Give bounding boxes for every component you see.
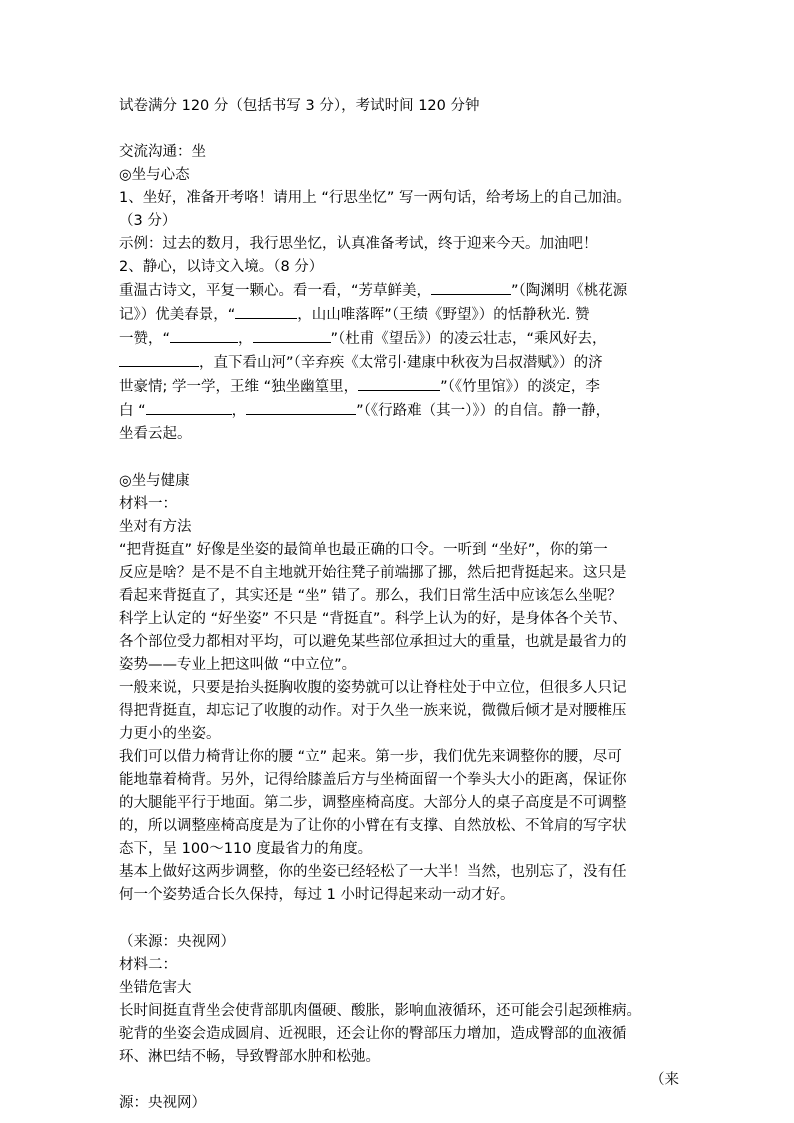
paragraph-line: 的，所以调整座椅高度是为了让你的小臂在有支撑、自然放松、不耸肩的写字状: [119, 818, 627, 834]
material-2-title: 坐错危害大: [119, 980, 192, 996]
paragraph-line: 环、淋巴结不畅，导致臀部水肿和松弛。: [119, 1049, 380, 1065]
answer-blank[interactable]: [170, 327, 238, 343]
paragraph-line: 的大腿能平行于地面。第二步，调整座椅高度。大部分人的桌子高度是不可调整: [119, 795, 627, 811]
material-1-label: 材料一：: [119, 496, 177, 512]
paragraph-line: 长时间挺直背坐会使背部肌肉僵硬、酸胀，影响血液循环，还可能会引起颈椎病。: [119, 1003, 641, 1019]
answer-blank[interactable]: [119, 351, 199, 367]
material-2-source-part1: （来: [650, 1072, 679, 1088]
answer-blank[interactable]: [358, 375, 440, 391]
answer-blank[interactable]: [253, 327, 331, 343]
question-2-line: 世豪情; 学一学，王维 “独坐幽篁里， ”（《竹里馆》）的淡定，李: [119, 375, 679, 399]
material-2-body: [119, 1000, 679, 1069]
material-1-title: 坐对有方法: [119, 519, 192, 535]
answer-blank[interactable]: [431, 279, 511, 295]
paragraph-line: 各个部位受力都相对平均，可以避免某些部位承担过大的重量，也就是最省力的: [119, 634, 627, 650]
paragraph-line: 看起来背挺直了，其实还是 “坐” 错了。那么，我们日常生活中应该怎么坐呢？: [119, 588, 622, 604]
question-1-line2: （3 分）: [119, 213, 177, 229]
document-page: [119, 95, 679, 1115]
material-2-source-part2: 源：央视网）: [119, 1095, 206, 1111]
paragraph-line: 姿势——专业上把这叫做 “中立位”。: [119, 657, 357, 673]
exam-info: 试卷满分 120 分（包括书写 3 分），考试时间 120 分钟: [119, 98, 480, 114]
answer-blank[interactable]: [146, 399, 232, 415]
paragraph-line: 何一个姿势适合长久保持，每过 1 小时记得起来动一动才好。: [119, 887, 515, 903]
paragraph-line: 一般来说，只要是抬头挺胸收腹的姿势就可以让脊柱处于中立位，但很多人只记: [119, 680, 627, 696]
material-1-body: [119, 539, 679, 907]
paragraph-line: 态下，呈 100～110 度最省力的角度。: [119, 841, 373, 857]
question-2-line: 记》）优美春景，“ ，山山唯落晖”（王绩《野望》）的恬静秋光. 赞: [119, 303, 679, 327]
paragraph-line: 驼背的坐姿会造成圆肩、近视眼，还会让你的臀部压力增加，造成臀部的血液循: [119, 1026, 627, 1042]
question-1-line1: 1、坐好，准备开考咯！请用上 “行思坐忆” 写一两句话，给考场上的自己加油。: [119, 190, 631, 206]
paragraph-line: 科学上认定的 “好坐姿” 不只是 “背挺直”。科学上认为的好，是身体各个关节、: [119, 611, 627, 627]
part1-heading: ◎坐与心态: [119, 167, 190, 183]
material-2-label: 材料二：: [119, 957, 177, 973]
paragraph-line: 我们可以借力椅背让你的腰 “立” 起来。第一步，我们优先来调整你的腰，尽可: [119, 749, 622, 765]
question-2-line: 白 “ ， ”（《行路难（其一）》）的自信。静一静，: [119, 399, 679, 423]
question-1-example: 示例：过去的数月，我行思坐忆，认真准备考试，终于迎来今天。加油吧！: [119, 236, 598, 252]
section-title: 交流沟通：坐: [119, 144, 206, 160]
answer-blank[interactable]: [246, 399, 356, 415]
question-2-line: 重温古诗文，平复一颗心。看一看，“芳草鲜美， ”（陶渊明《桃花源: [119, 279, 679, 303]
paragraph-line: “把背挺直” 好像是坐姿的最简单也最正确的口令。一听到 “坐好”，你的第一: [119, 542, 608, 558]
question-2-line: ，直下看山河”（辛弃疾《太常引·建康中秋夜为吕叔潜赋》）的济: [119, 351, 679, 375]
paragraph-line: 基本上做好这两步调整，你的坐姿已经轻松了一大半！当然，也别忘了，没有任: [119, 864, 627, 880]
question-2-title: 2、静心，以诗文入境。（8 分）: [119, 259, 324, 275]
paragraph-line: 得把背挺直，却忘记了收腹的动作。对于久坐一族来说，微微后倾才是对腰椎压: [119, 703, 627, 719]
answer-blank[interactable]: [235, 303, 297, 319]
material-1-source: （来源：央视网）: [119, 934, 235, 950]
paragraph-line: 反应是啥？是不是不自主地就开始往凳子前端挪了挪，然后把背挺起来。这只是: [119, 565, 627, 581]
question-2-line: 坐看云起。: [119, 426, 192, 442]
part2-heading: ◎坐与健康: [119, 473, 190, 489]
question-2-line: 一赞，“ ， ”（杜甫《望岳》）的凌云壮志，“乘风好去，: [119, 327, 679, 351]
paragraph-line: 力更小的坐姿。: [119, 726, 221, 742]
paragraph-line: 能地靠着椅背。另外，记得给膝盖后方与坐椅面留一个拳头大小的距离，保证你: [119, 772, 627, 788]
